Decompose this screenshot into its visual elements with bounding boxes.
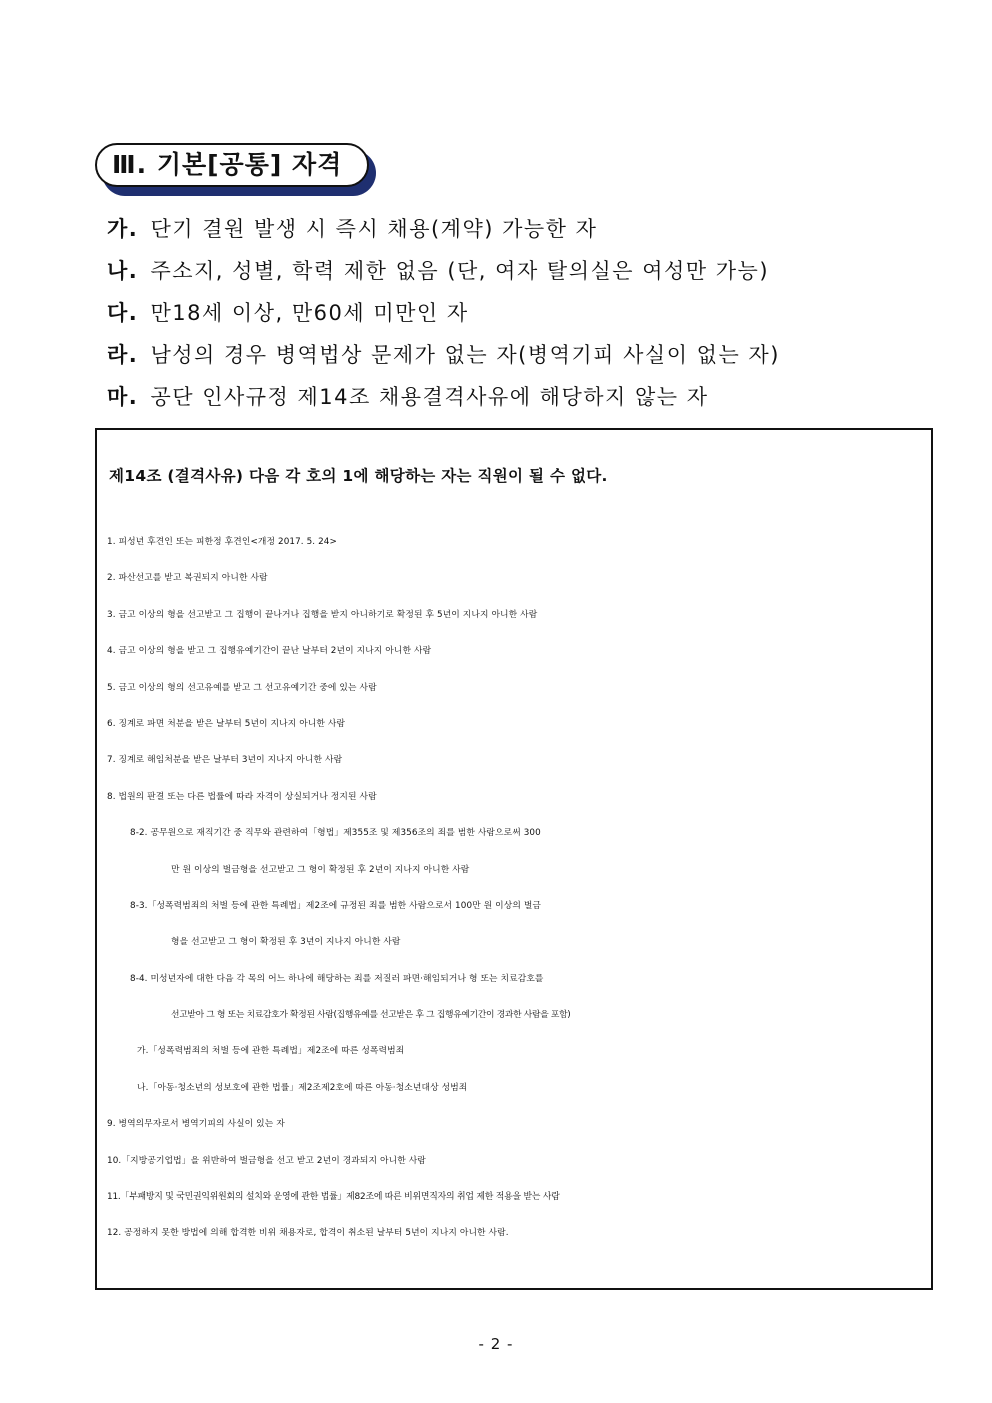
qualification-text: 공단 인사규정 제14조 채용결격사유에 해당하지 않는 자 [150,385,709,409]
rule-clause: 9. 병역의무자로서 병역기피의 사실이 있는 자 [107,1119,285,1130]
rule-clause: 2. 파산선고를 받고 복권되지 아니한 사람 [107,573,268,584]
qualification-marker: 마. [107,385,139,409]
qualification-item [107,334,947,376]
qualification-item [107,292,947,334]
qualification-marker: 나. [107,259,139,283]
qualification-marker: 라. [107,343,139,367]
rule-clause: 5. 금고 이상의 형의 선고유예를 받고 그 선고유예기간 중에 있는 사람 [107,682,377,693]
section-title: Ⅲ. 기본[공통] 자격 [112,150,343,179]
rule-clause: 7. 징계로 해임처분을 받은 날부터 3년이 지나지 아니한 사람 [107,755,343,766]
rule-subclause: 8-2. 공무원으로 재직기간 중 직무와 관련하여「형법」제355조 및 제356조의 죄를 범한 사람으로써 300 [130,828,541,839]
rule-clause-list [97,524,931,1252]
rule-subclause-continuation: 선고받아 그 형 또는 치료감호가 확정된 사람(집행유예를 선고받은 후 그 집행유예기간이 경과한 사람을 포함) [171,1010,571,1021]
rule-subclause: 8-3.「성폭력범죄의 처벌 등에 관한 특례법」제2조에 규정된 죄를 범한 사람으로서 100만 원 이상의 벌금 [130,900,542,911]
rule-clause: 11.「부패방지 및 국민권익위원회의 설치와 운영에 관한 법률」제82조에 따른 비위면직자의 취업 제한 적용을 받는 사람 [107,1192,560,1203]
rule-clause: 8. 법원의 판결 또는 다른 법률에 따라 자격이 상실되거나 정지된 사람 [107,791,377,802]
disqualification-rule-box [95,428,933,1290]
rule-clause: 4. 금고 이상의 형을 받고 그 집행유예기간이 끝난 날부터 2년이 지나지 아니한 사람 [107,646,432,657]
rule-item: 나.「아동·청소년의 성보호에 관한 법률」제2조제2호에 따른 아동·청소년대상 성범죄 [137,1082,468,1093]
rule-title: 제14조 (결격사유) 다음 각 호의 1에 해당하는 자는 직원이 될 수 없다. [109,467,608,485]
page-number: - 2 - [478,1335,514,1353]
qualification-text: 주소지, 성별, 학력 제한 없음 (단, 여자 탈의실은 여성만 가능) [150,259,770,283]
rule-subclause: 8-4. 미성년자에 대한 다음 각 목의 어느 하나에 해당하는 죄를 저질러 파면·해임되거나 형 또는 치료감호를 [130,973,544,984]
qualification-text: 만18세 이상, 만60세 미만인 자 [150,301,469,325]
rule-clause: 10.「지방공기업법」을 위반하여 벌금형을 선고 받고 2년이 경과되지 아니한 사람 [107,1155,426,1166]
rule-clause: 3. 금고 이상의 형을 선고받고 그 집행이 끝나거나 집행을 받지 아니하기로 확정된 후 5년이 지나지 아니한 사람 [107,609,538,620]
qualification-list [107,208,947,418]
qualification-item [107,376,947,418]
qualification-text: 단기 결원 발생 시 즉시 채용(계약) 가능한 자 [150,217,598,241]
qualification-marker: 가. [107,217,139,241]
rule-clause: 6. 징계로 파면 처분을 받은 날부터 5년이 지나지 아니한 사람 [107,718,346,729]
rule-clause: 12. 공정하지 못한 방법에 의해 합격한 비위 채용자로, 합격이 취소된 날부터 5년이 지나지 아니한 사람. [107,1228,509,1239]
qualification-text: 남성의 경우 병역법상 문제가 없는 자(병역기피 사실이 없는 자) [150,343,780,367]
qualification-item [107,208,947,250]
rule-subclause-continuation: 만 원 이상의 벌금형을 선고받고 그 형이 확정된 후 2년이 지나지 아니한 사람 [171,864,470,875]
rule-subclause-continuation: 형을 선고받고 그 형이 확정된 후 3년이 지나지 아니한 사람 [171,937,401,948]
rule-item: 가.「성폭력범죄의 처벌 등에 관한 특례법」제2조에 따른 성폭력범죄 [137,1046,405,1057]
rule-clause: 1. 피성년 후견인 또는 피한정 후견인<개정 2017. 5. 24> [107,537,337,547]
qualification-item [107,250,947,292]
qualification-marker: 다. [107,301,139,325]
